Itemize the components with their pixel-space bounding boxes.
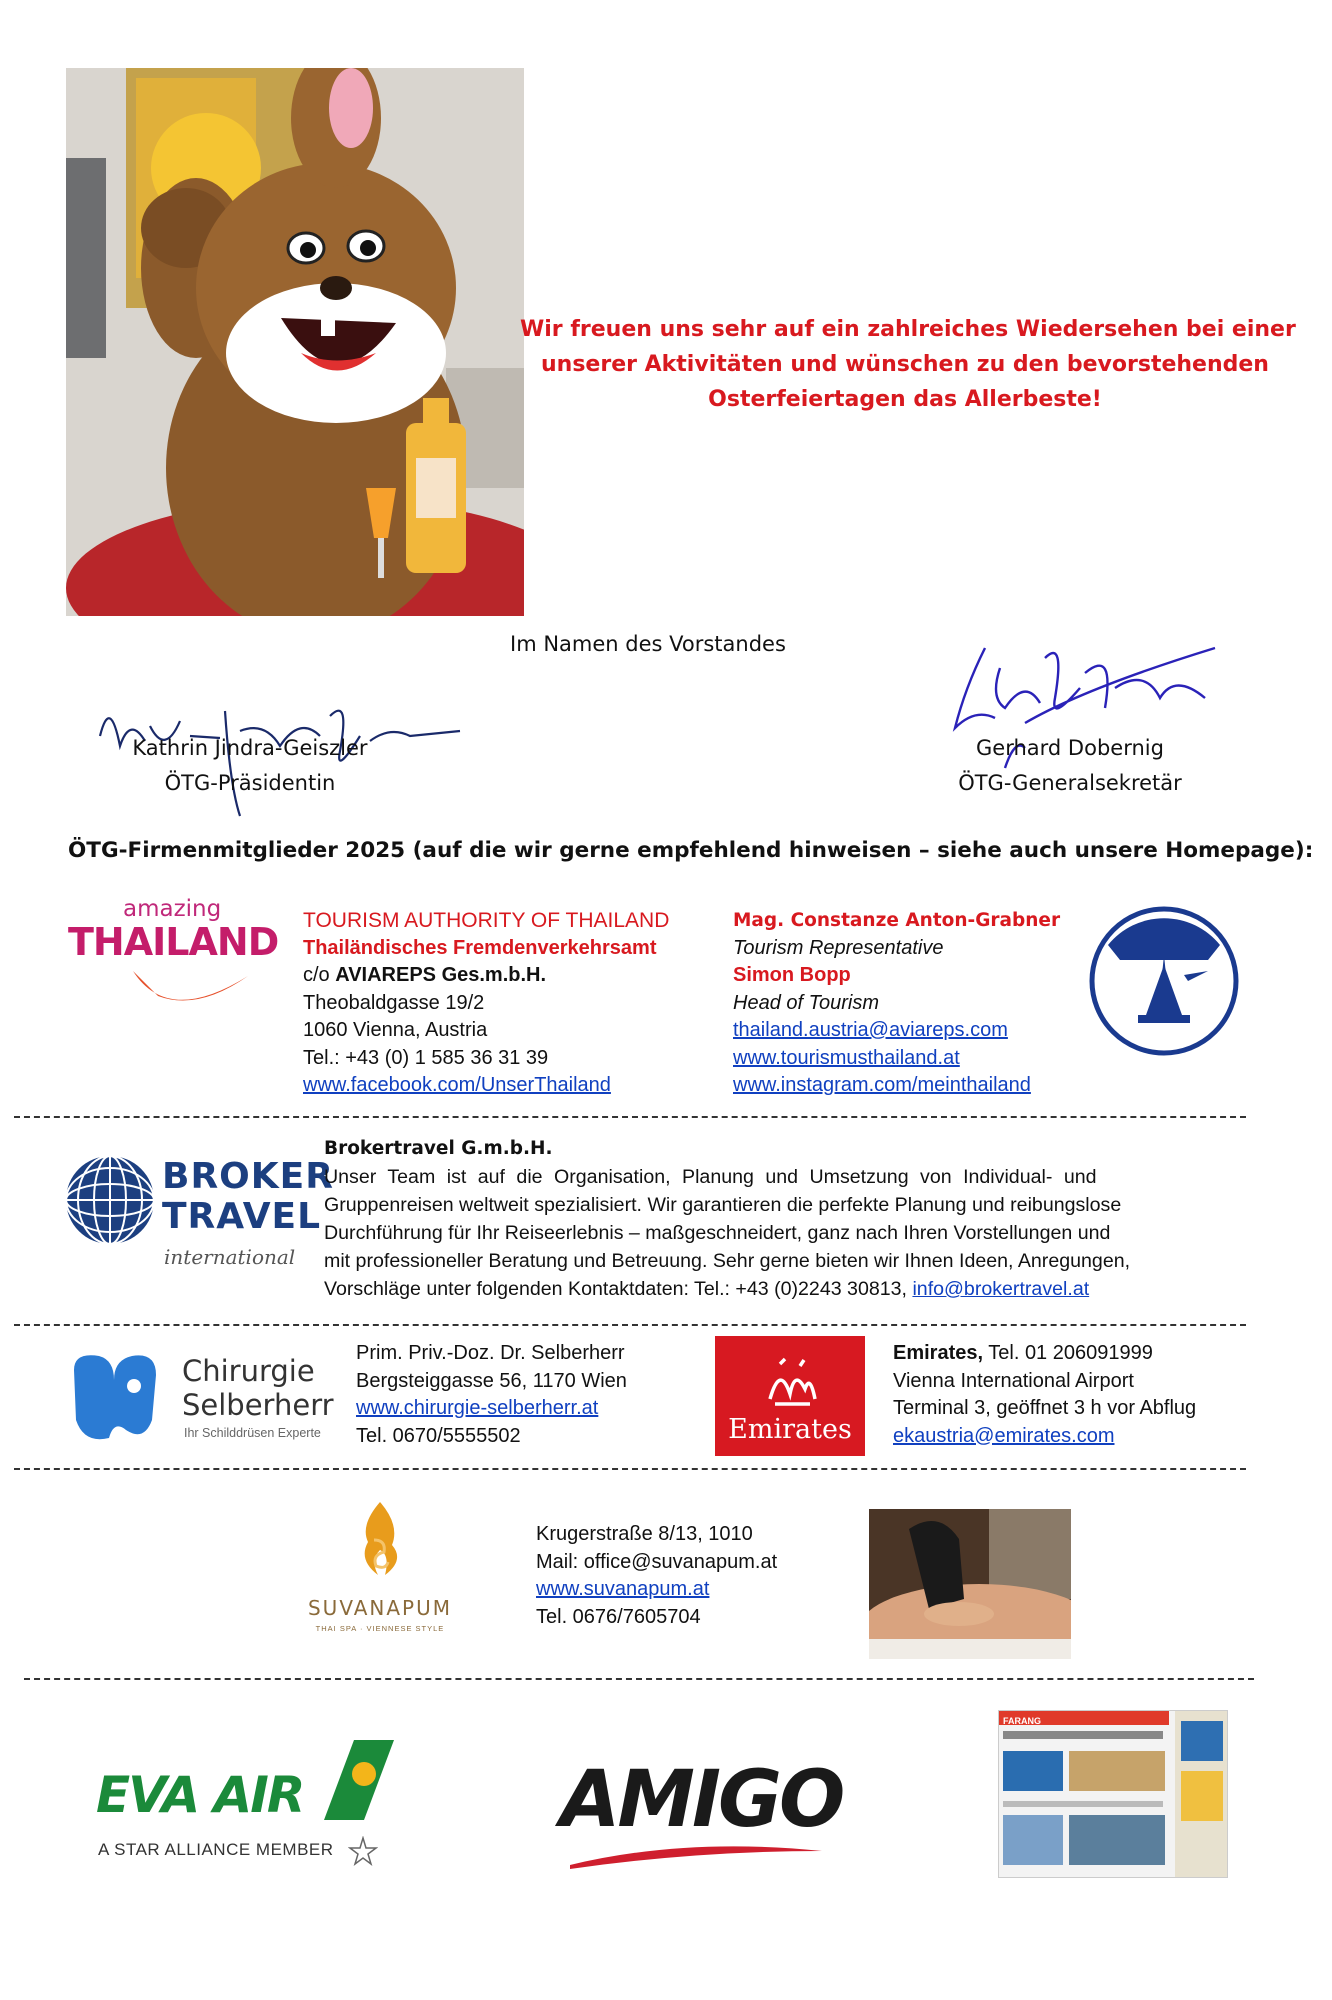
- emirates-calligraphy-icon: [760, 1354, 820, 1409]
- tat-web-link[interactable]: www.tourismusthailand.at: [733, 1046, 960, 1069]
- tat-facebook-link[interactable]: www.facebook.com/UnserThailand: [303, 1074, 611, 1096]
- farang-teaser-image: [1003, 1815, 1063, 1865]
- tat-co-prefix: c/o: [303, 964, 336, 986]
- broker-travel-logo: [64, 1150, 334, 1280]
- tat-street: Theobaldgasse 19/2: [303, 991, 485, 1014]
- divider: [14, 1468, 1246, 1470]
- eva-air-name: EVA AIR: [96, 1766, 304, 1824]
- farang-teaser-image: [1069, 1751, 1165, 1791]
- amigo-text: AMIGO: [560, 1755, 843, 1845]
- flame-icon: [350, 1500, 410, 1590]
- eva-tail-icon: [324, 1740, 394, 1820]
- tat-tel: Tel.: +43 (0) 1 585 36 31 39: [303, 1046, 549, 1069]
- tat-contact2-role: Head of Tourism: [733, 991, 879, 1014]
- broker-last-line: [324, 1275, 1246, 1303]
- amazing-thailand-logo: [68, 896, 278, 1016]
- suvanapum-address-line: Krugerstraße 8/13, 1010: [536, 1523, 753, 1545]
- tat-contact1-name: Mag. Constanze Anton-Grabner: [733, 910, 1061, 931]
- signatory-name: Kathrin Jindra-Geiszler: [132, 736, 368, 760]
- tat-instagram-link[interactable]: www.instagram.com/meinthailand: [733, 1074, 1031, 1096]
- farang-text-line: [1003, 1801, 1163, 1807]
- farang-teaser-image: [1069, 1815, 1165, 1865]
- signature-right: [935, 731, 1205, 801]
- chirurgie-selberherr-logo: [64, 1350, 334, 1446]
- farang-magazine-thumbnail: [998, 1710, 1228, 1878]
- farang-teaser-image: [1003, 1751, 1063, 1791]
- chirurgie-line2: Bergsteiggasse 56, 1170 Wien: [356, 1369, 627, 1392]
- chirurgie-logo-line2: Selberherr: [182, 1388, 334, 1422]
- emirates-logo-text: Emirates: [728, 1414, 852, 1445]
- greeting-line: unserer Aktivitäten und wünschen zu den bevorstehenden: [541, 352, 1269, 377]
- greeting-text: [520, 312, 1296, 417]
- broker-text: [324, 1135, 1246, 1303]
- star-alliance-icon: [348, 1836, 378, 1866]
- chirurgie-web-link[interactable]: www.chirurgie-selberherr.at: [356, 1397, 599, 1419]
- broker-name: Brokertravel G.m.b.H.: [324, 1138, 553, 1159]
- broker-email-link[interactable]: info@brokertravel.at: [912, 1278, 1090, 1300]
- greeting-line: Wir freuen uns sehr auf ein zahlreiches Wiedersehen bei einer: [520, 317, 1296, 342]
- emirates-tel: Tel. 01 206091999: [983, 1342, 1153, 1364]
- broker-line: Gruppenreisen weltweit spezialisiert. Wir garantieren die perfekte Planung und reibungslose: [324, 1194, 1122, 1216]
- emirates-logo: [715, 1336, 865, 1456]
- emirates-name: Emirates,: [893, 1342, 984, 1364]
- divider: [14, 1324, 1246, 1326]
- suvanapum-logo-name: SUVANAPUM: [307, 1596, 452, 1620]
- greeting-line: Osterfeiertagen das Allerbeste!: [708, 387, 1102, 412]
- amigo-swoosh: [566, 1841, 826, 1871]
- suvanapum-address: [536, 1521, 777, 1631]
- emirates-email-link[interactable]: ekaustria@emirates.com: [893, 1424, 1115, 1447]
- emirates-line1: [893, 1340, 1196, 1368]
- suvanapum-tel: Tel. 0676/7605704: [536, 1605, 701, 1628]
- chirurgie-logo-tag: Ihr Schilddrüsen Experte: [184, 1426, 321, 1440]
- tat-co-company: AVIAREPS Ges.m.b.H.: [335, 964, 547, 986]
- broker-line: mit professioneller Beratung und Betreuung. Sehr gerne bieten wir Ihnen Ideen, Anregungen,: [324, 1250, 1131, 1272]
- signatory-role: ÖTG-Generalsekretär: [958, 771, 1182, 795]
- farang-title: FARANG: [1003, 1716, 1041, 1726]
- broker-contact-text: Vorschläge unter folgenden Kontaktdaten: Tel.: +43 (0)2243 30813,: [324, 1278, 913, 1300]
- broker-logo-line3: international: [164, 1245, 296, 1269]
- suvanapum-web-link[interactable]: www.suvanapum.at: [536, 1578, 710, 1600]
- amigo-logo: [556, 1745, 843, 1875]
- suvanapum-mail: Mail: office@suvanapum.at: [536, 1550, 778, 1573]
- hero-photo: [66, 68, 524, 616]
- broker-line: Unser Team ist auf die Organisation, Planung und Umsetzung von Individual- und: [324, 1166, 1097, 1188]
- tat-contacts: [733, 907, 1060, 1100]
- emirates-line2: Vienna International Airport: [893, 1369, 1134, 1392]
- amazing-thailand-logo-main: THAILAND: [68, 920, 279, 964]
- farang-header-bar: [999, 1711, 1169, 1725]
- suvanapum-logo: [300, 1500, 460, 1650]
- signatory-role: ÖTG-Präsidentin: [164, 771, 336, 795]
- broker-line: Durchführung für Ihr Reiseerlebnis – maßgeschneidert, ganz nach Ihren Vorstellungen und: [324, 1222, 1111, 1244]
- tat-contact2-name: Simon Bopp: [733, 964, 851, 986]
- broker-logo-line2: TRAVEL: [162, 1196, 322, 1237]
- chirurgie-logo-line1: Chirurgie: [182, 1354, 315, 1388]
- signature-left: [100, 731, 400, 801]
- chirurgie-tel: Tel. 0670/5555502: [356, 1424, 521, 1447]
- tat-contact1-role: Tourism Representative: [733, 936, 944, 959]
- thyroid-icon: [64, 1350, 164, 1444]
- amazing-thailand-swoosh: [128, 966, 258, 1016]
- globe-icon: [64, 1154, 156, 1246]
- eva-air-tag: A STAR ALLIANCE MEMBER: [98, 1840, 334, 1859]
- tat-address: [303, 907, 669, 1100]
- farang-ad: [1181, 1771, 1223, 1821]
- tat-co: [303, 962, 669, 990]
- tat-seal-logo: [1088, 905, 1240, 1057]
- chirurgie-line1: Prim. Priv.-Doz. Dr. Selberherr: [356, 1342, 625, 1364]
- suvanapum-logo-tag: THAI SPA · VIENNESE STYLE: [315, 1624, 445, 1633]
- board-intro: Im Namen des Vorstandes: [510, 632, 786, 656]
- divider: [24, 1678, 1254, 1680]
- emirates-line3: Terminal 3, geöffnet 3 h vor Abflug: [893, 1397, 1197, 1419]
- farang-ad: [1181, 1721, 1223, 1761]
- massage-image: [869, 1509, 1071, 1659]
- tat-name: TOURISM AUTHORITY OF THAILAND: [303, 909, 670, 932]
- easter-bunny-mascot-image: [66, 68, 524, 616]
- farang-nav: [1003, 1731, 1163, 1739]
- amazing-thailand-logo-top: amazing: [123, 896, 222, 922]
- emirates-address: [893, 1340, 1196, 1450]
- chirurgie-address: [356, 1340, 627, 1450]
- broker-logo-line1: BROKER: [162, 1156, 334, 1197]
- eva-air-logo: [96, 1740, 406, 1870]
- massage-photo: [869, 1509, 1071, 1659]
- tat-subtitle: Thailändisches Fremdenverkehrsamt: [303, 936, 657, 959]
- members-heading: ÖTG-Firmenmitglieder 2025 (auf die wir gerne empfehlend hinweisen – siehe auch unsere Homepage):: [68, 838, 1314, 863]
- signatory-name: Gerhard Dobernig: [976, 736, 1164, 760]
- tat-seal-icon: [1088, 905, 1240, 1057]
- tat-email-link[interactable]: thailand.austria@aviareps.com: [733, 1019, 1008, 1041]
- tat-city: 1060 Vienna, Austria: [303, 1019, 488, 1041]
- divider: [14, 1116, 1246, 1118]
